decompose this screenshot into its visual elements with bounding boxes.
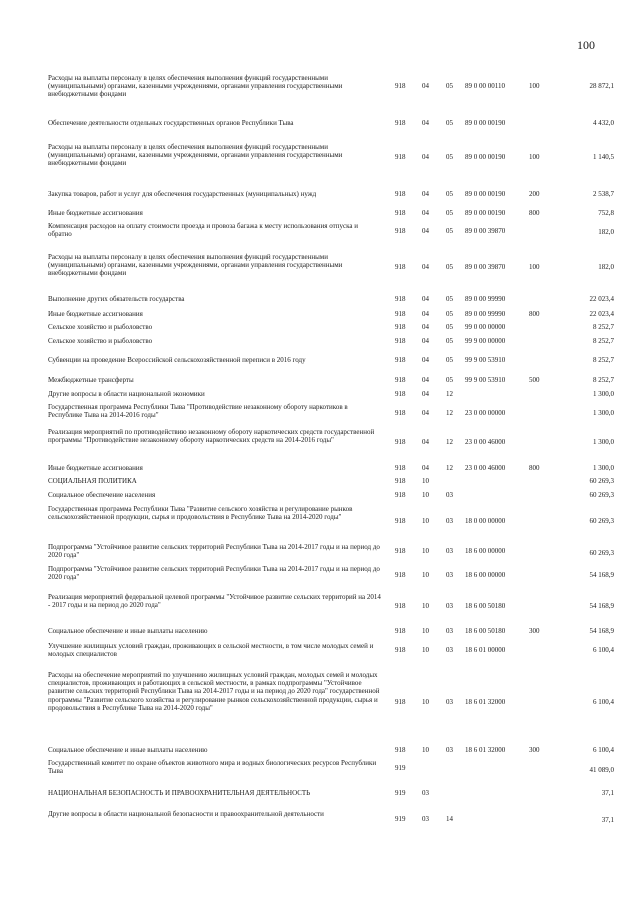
row-amount: 60 269,3: [589, 477, 614, 485]
row-target-code: 89 0 00 39870: [465, 263, 506, 271]
row-expense-type: 800: [529, 209, 540, 217]
row-section-code: 03: [422, 789, 429, 797]
row-amount: 60 269,3: [589, 491, 614, 499]
row-amount: 1 300,0: [593, 464, 614, 472]
row-amount: 6 100,4: [593, 698, 614, 706]
row-name: Государственная программа Республики Тыва "Развитие сельского хозяйства и регулирование рынков сельскохозяйственной продукции, сырья и продовольствия в Республике Тыва на 2014-2020 годы": [48, 505, 353, 522]
row-subsection-code: 05: [446, 263, 453, 271]
row-subsection-code: 12: [446, 464, 453, 472]
row-subsection-code: 12: [446, 409, 453, 417]
row-target-code: 89 0 00 39870: [465, 227, 506, 235]
row-name: Социальное обеспечение и иные выплаты населению: [48, 746, 208, 754]
row-section-code: 04: [422, 153, 429, 161]
row-expense-type: 100: [529, 82, 540, 90]
row-amount: 60 269,3: [589, 549, 614, 557]
row-section-code: 10: [422, 602, 429, 610]
row-name: Сельское хозяйство и рыболовство: [48, 337, 153, 345]
row-amount: 8 252,7: [593, 323, 614, 331]
row-target-code: 89 0 00 00190: [465, 119, 506, 127]
row-subsection-code: 03: [446, 602, 453, 610]
row-admin-code: 918: [395, 227, 406, 235]
row-name: Подпрограмма "Устойчивое развитие сельских территорий Республики Тыва на 2014-2017 годы и на период до 2020 года": [48, 543, 380, 560]
row-amount: 37,1: [601, 816, 614, 824]
row-expense-type: 500: [529, 376, 540, 384]
row-admin-code: 918: [395, 82, 406, 90]
row-amount: 4 432,0: [593, 119, 614, 127]
row-admin-code: 918: [395, 356, 406, 364]
row-section-code: 04: [422, 323, 429, 331]
row-amount: 1 300,0: [593, 390, 614, 398]
row-expense-type: 800: [529, 464, 540, 472]
row-amount: 54 168,9: [589, 627, 614, 635]
row-amount: 752,8: [598, 209, 614, 217]
row-name: Обеспечение деятельности отдельных государственных органов Республики Тыва: [48, 119, 294, 127]
row-section-code: 03: [422, 815, 429, 823]
row-subsection-code: 03: [446, 571, 453, 579]
row-section-code: 04: [422, 227, 429, 235]
row-expense-type: 300: [529, 746, 540, 754]
row-name: Иные бюджетные ассигнования: [48, 310, 143, 318]
row-section-code: 10: [422, 646, 429, 654]
row-admin-code: 918: [395, 746, 406, 754]
row-subsection-code: 14: [446, 815, 453, 823]
row-subsection-code: 12: [446, 390, 453, 398]
row-target-code: 89 0 00 00190: [465, 153, 506, 161]
row-expense-type: 200: [529, 190, 540, 198]
row-admin-code: 918: [395, 464, 406, 472]
row-subsection-code: 03: [446, 491, 453, 499]
row-target-code: 18 6 00 50180: [465, 627, 506, 635]
row-target-code: 18 6 00 00000: [465, 571, 506, 579]
row-section-code: 10: [422, 627, 429, 635]
row-amount: 37,1: [601, 789, 614, 797]
row-amount: 182,0: [598, 263, 614, 271]
row-target-code: 18 6 01 32000: [465, 746, 506, 754]
row-admin-code: 918: [395, 477, 406, 485]
row-target-code: 18 6 00 00000: [465, 547, 506, 555]
row-section-code: 04: [422, 464, 429, 472]
row-section-code: 04: [422, 310, 429, 318]
row-name: Улучшение жилищных условий граждан, проживающих в сельской местности, в том числе молодых семей и молодых специалистов: [48, 642, 374, 659]
row-admin-code: 918: [395, 646, 406, 654]
row-admin-code: 918: [395, 491, 406, 499]
row-section-code: 04: [422, 119, 429, 127]
row-subsection-code: 05: [446, 323, 453, 331]
row-name: Социальное обеспечение и иные выплаты населению: [48, 627, 208, 635]
row-subsection-code: 12: [446, 438, 453, 446]
row-amount: 1 300,0: [593, 438, 614, 446]
row-name: Расходы на выплаты персоналу в целях обеспечения выполнения функций государственными (муниципальными) органами, казенными учреждениями, органами управления государственными внебюджетными фондами: [48, 74, 343, 99]
row-subsection-code: 05: [446, 295, 453, 303]
row-section-code: 04: [422, 337, 429, 345]
row-admin-code: 918: [395, 517, 406, 525]
row-name: Расходы на выплаты персоналу в целях обеспечения выполнения функций государственными (муниципальными) органами, казенными учреждениями, органами управления государственными внебюджетными фондами: [48, 143, 343, 168]
row-section-code: 10: [422, 477, 429, 485]
row-target-code: 89 0 00 00190: [465, 209, 506, 217]
row-amount: 2 538,7: [593, 190, 614, 198]
row-subsection-code: 03: [446, 698, 453, 706]
row-target-code: 99 9 00 53910: [465, 376, 506, 384]
row-subsection-code: 03: [446, 627, 453, 635]
row-admin-code: 918: [395, 295, 406, 303]
row-target-code: 18 6 01 32000: [465, 698, 506, 706]
row-amount: 60 269,3: [589, 517, 614, 525]
row-amount: 8 252,7: [593, 337, 614, 345]
row-target-code: 89 0 00 00190: [465, 190, 506, 198]
row-admin-code: 918: [395, 390, 406, 398]
row-subsection-code: 03: [446, 646, 453, 654]
row-amount: 6 100,4: [593, 746, 614, 754]
row-admin-code: 918: [395, 409, 406, 417]
row-name: Закупка товаров, работ и услуг для обеспечения государственных (муниципальных) нужд: [48, 190, 317, 198]
row-amount: 22 023,4: [589, 310, 614, 318]
row-admin-code: 918: [395, 190, 406, 198]
row-section-code: 04: [422, 356, 429, 364]
row-name: Другие вопросы в области национальной экономики: [48, 390, 205, 398]
row-amount: 8 252,7: [593, 376, 614, 384]
row-name: НАЦИОНАЛЬНАЯ БЕЗОПАСНОСТЬ И ПРАВООХРАНИТЕЛЬНАЯ ДЕЯТЕЛЬНОСТЬ: [48, 789, 311, 797]
row-name: Иные бюджетные ассигнования: [48, 209, 143, 217]
row-admin-code: 919: [395, 764, 406, 772]
row-name: Расходы на обеспечение мероприятий по улучшению жилищных условий граждан, молодых семей и молодых специалистов, проживающих и работающих в сельской местности, в рамках подпрограммы "Устойчивое развитие сельских территорий Республики Тыва на 2014-2017 годы и на период до 2020 года" государственной программы "Развитие сельского хозяйства и регулирование рынков сельскохозяйственной продукции, сырья и продовольствия в Республике Тыва на 2014-2020 годы": [48, 671, 380, 712]
row-admin-code: 918: [395, 209, 406, 217]
row-subsection-code: 05: [446, 209, 453, 217]
row-amount: 1 300,0: [593, 409, 614, 417]
row-section-code: 04: [422, 438, 429, 446]
row-name: Иные бюджетные ассигнования: [48, 464, 143, 472]
row-section-code: 04: [422, 263, 429, 271]
row-admin-code: 918: [395, 627, 406, 635]
row-expense-type: 100: [529, 263, 540, 271]
row-target-code: 18 6 01 00000: [465, 646, 506, 654]
row-target-code: 23 0 00 46000: [465, 438, 506, 446]
row-amount: 41 089,0: [589, 766, 614, 774]
row-expense-type: 800: [529, 310, 540, 318]
row-target-code: 89 0 00 00110: [465, 82, 505, 90]
row-amount: 1 140,5: [593, 153, 614, 161]
row-subsection-code: 05: [446, 119, 453, 127]
row-section-code: 10: [422, 491, 429, 499]
row-amount: 22 023,4: [589, 295, 614, 303]
row-section-code: 04: [422, 295, 429, 303]
row-target-code: 23 0 00 46000: [465, 464, 506, 472]
row-section-code: 10: [422, 698, 429, 706]
row-subsection-code: 05: [446, 227, 453, 235]
row-target-code: 99 9 00 53910: [465, 356, 506, 364]
row-admin-code: 919: [395, 789, 406, 797]
row-admin-code: 919: [395, 815, 406, 823]
row-section-code: 10: [422, 547, 429, 555]
row-name: Субвенции на проведение Всероссийской сельскохозяйственной переписи в 2016 году: [48, 356, 306, 364]
row-expense-type: 100: [529, 153, 540, 161]
row-section-code: 10: [422, 746, 429, 754]
row-section-code: 04: [422, 390, 429, 398]
row-amount: 8 252,7: [593, 356, 614, 364]
row-subsection-code: 05: [446, 376, 453, 384]
row-admin-code: 918: [395, 337, 406, 345]
row-name: Реализация мероприятий по противодействию незаконному обороту наркотических средств государственной программы "Противодействие незаконному обороту наркотических средств на 2014-2016 годы": [48, 428, 375, 445]
row-admin-code: 918: [395, 571, 406, 579]
row-section-code: 04: [422, 82, 429, 90]
row-name: Другие вопросы в области национальной безопасности и правоохранительной деятельности: [48, 810, 324, 818]
row-name: Сельское хозяйство и рыболовство: [48, 323, 153, 331]
row-target-code: 89 0 00 99990: [465, 310, 506, 318]
row-admin-code: 918: [395, 438, 406, 446]
row-name: Компенсация расходов на оплату стоимости проезда и провоза багажа к месту использования отпуска и обратно: [48, 222, 358, 239]
row-section-code: 04: [422, 409, 429, 417]
row-amount: 54 168,9: [589, 602, 614, 610]
row-target-code: 89 0 00 99990: [465, 295, 506, 303]
row-admin-code: 918: [395, 323, 406, 331]
row-name: Расходы на выплаты персоналу в целях обеспечения выполнения функций государственными (муниципальными) органами, казенными учреждениями, органами управления государственными внебюджетными фондами: [48, 253, 343, 278]
row-subsection-code: 05: [446, 337, 453, 345]
row-name: Реализация мероприятий федеральной целевой программы "Устойчивое развитие сельских территорий на 2014 - 2017 годы и на период до 2020 года": [48, 593, 381, 610]
row-amount: 6 100,4: [593, 646, 614, 654]
row-name: Межбюджетные трансферты: [48, 376, 134, 384]
row-subsection-code: 03: [446, 746, 453, 754]
row-subsection-code: 05: [446, 153, 453, 161]
row-amount: 28 872,1: [589, 82, 614, 90]
row-name: СОЦИАЛЬНАЯ ПОЛИТИКА: [48, 477, 137, 485]
row-subsection-code: 05: [446, 356, 453, 364]
page-number: 100: [577, 38, 595, 52]
row-admin-code: 918: [395, 547, 406, 555]
row-subsection-code: 05: [446, 310, 453, 318]
row-section-code: 04: [422, 209, 429, 217]
row-target-code: 18 0 00 00000: [465, 517, 506, 525]
row-name: Подпрограмма "Устойчивое развитие сельских территорий Республики Тыва на 2014-2017 годы и на период до 2020 года": [48, 565, 380, 582]
row-name: Государственная программа Республики Тыва "Противодействие незаконному обороту наркотиков в Республике Тыва на 2014-2016 годы": [48, 403, 348, 420]
row-section-code: 10: [422, 571, 429, 579]
row-target-code: 99 0 00 00000: [465, 323, 506, 331]
row-admin-code: 918: [395, 698, 406, 706]
row-target-code: 18 6 00 50180: [465, 602, 506, 610]
row-admin-code: 918: [395, 376, 406, 384]
row-expense-type: 300: [529, 627, 540, 635]
row-admin-code: 918: [395, 263, 406, 271]
row-admin-code: 918: [395, 310, 406, 318]
row-admin-code: 918: [395, 602, 406, 610]
row-target-code: 99 9 00 00000: [465, 337, 506, 345]
row-admin-code: 918: [395, 119, 406, 127]
row-amount: 182,0: [598, 228, 614, 236]
row-amount: 54 168,9: [589, 571, 614, 579]
row-subsection-code: 03: [446, 517, 453, 525]
row-name: Государственный комитет по охране объектов животного мира и водных биологических ресурсов Республики Тыва: [48, 759, 377, 776]
row-subsection-code: 05: [446, 82, 453, 90]
row-section-code: 10: [422, 517, 429, 525]
row-name: Социальное обеспечение населения: [48, 491, 156, 499]
row-admin-code: 918: [395, 153, 406, 161]
row-section-code: 04: [422, 376, 429, 384]
row-name: Выполнение других обязательств государства: [48, 295, 185, 303]
row-section-code: 04: [422, 190, 429, 198]
row-target-code: 23 0 00 00000: [465, 409, 506, 417]
row-subsection-code: 03: [446, 547, 453, 555]
row-subsection-code: 05: [446, 190, 453, 198]
